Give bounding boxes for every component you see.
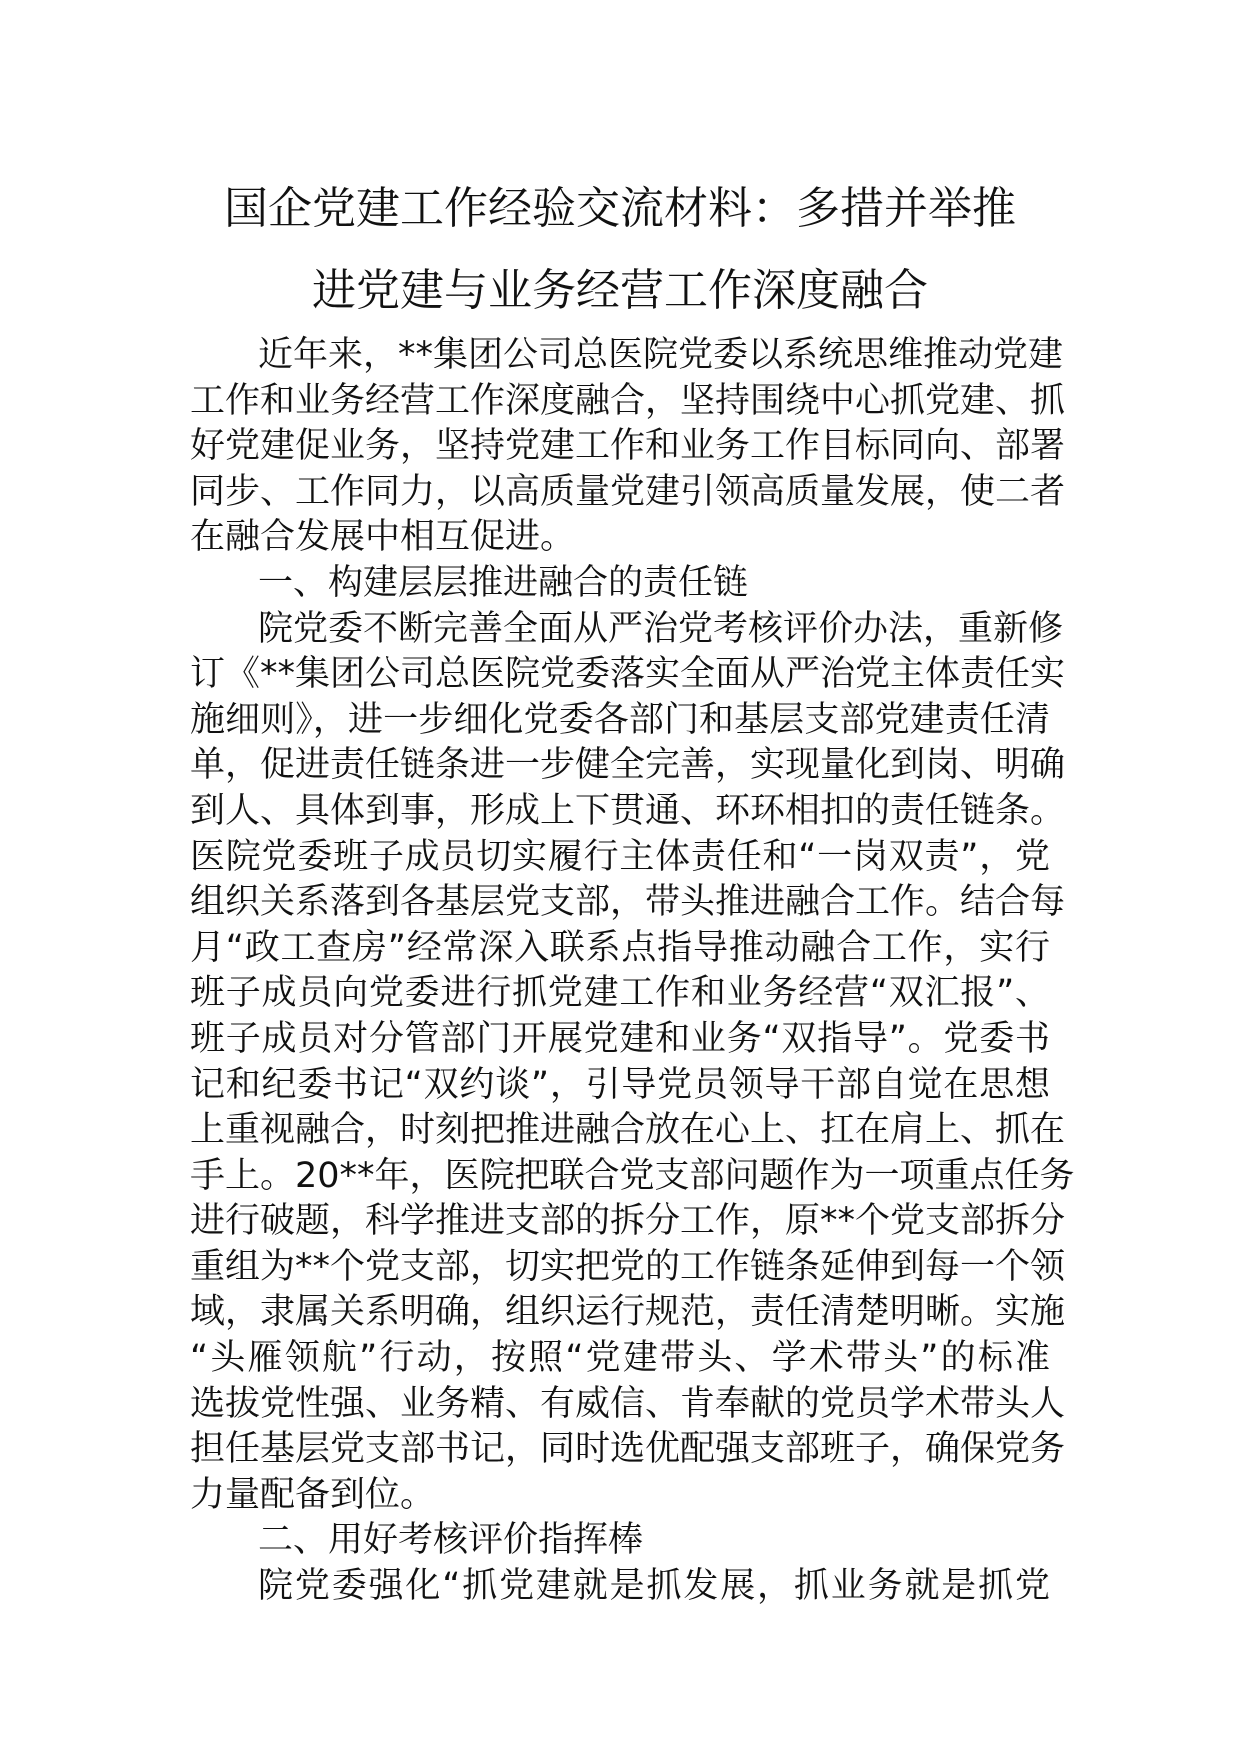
- body-line: 上重视融合，时刻把推进融合放在心上、扛在肩上、抓在: [190, 1110, 1066, 1151]
- body-line: 工作和业务经营工作深度融合，坚持围绕中心抓党建、抓: [190, 380, 1066, 421]
- document-title: [190, 168, 1050, 332]
- body-line: 选拔党性强、业务精、有威信、肯奉献的党员学术带头人: [190, 1383, 1066, 1424]
- paragraph-last-line: 在融合发展中相互促进。: [190, 517, 576, 558]
- document-body: [190, 333, 1075, 1610]
- body-line: 重组为**个党支部，切实把党的工作链条延伸到每一个领: [190, 1246, 1066, 1287]
- body-line: 担任基层党支部书记，同时选优配强支部班子，确保党务: [190, 1429, 1066, 1470]
- body-line: 单，促进责任链条进一步健全完善，实现量化到岗、明确: [190, 745, 1066, 786]
- body-line: 班子成员向党委进行抓党建工作和业务经营“双汇报”、: [190, 973, 1050, 1014]
- body-line: 记和纪委书记“双约谈”，引导党员领导干部自觉在思想: [190, 1064, 1050, 1105]
- body-line: 进行破题，科学推进支部的拆分工作，原**个党支部拆分: [190, 1201, 1066, 1242]
- body-line: 月“政工查房”经常深入联系点指导推动融合工作，实行: [190, 927, 1050, 968]
- body-line: 班子成员对分管部门开展党建和业务“双指导”。党委书: [190, 1018, 1050, 1059]
- body-line: 手上。20**年，医院把联合党支部问题作为一项重点任务: [190, 1155, 1075, 1196]
- body-line: 好党建促业务，坚持党建工作和业务工作目标同向、部署: [190, 426, 1066, 467]
- paragraph-first-line: 院党委强化“抓党建就是抓发展，抓业务就是抓党: [258, 1566, 1050, 1607]
- body-line: 施细则》，进一步细化党委各部门和基层支部党建责任清: [190, 699, 1050, 740]
- title-line-1: 国企党建工作经验交流材料：多措并举推: [224, 183, 1016, 234]
- section-heading: 一、构建层层推进融合的责任链: [258, 562, 749, 603]
- body-line: 组织关系落到各基层党支部，带头推进融合工作。结合每: [190, 882, 1066, 923]
- paragraph-last-line: 力量配备到位。: [190, 1474, 436, 1515]
- body-line: 订《**集团公司总医院党委落实全面从严治党主体责任实: [190, 654, 1066, 695]
- body-line: 医院党委班子成员切实履行主体责任和“一岗双责”，党: [190, 836, 1050, 877]
- body-line: 到人、具体到事，形成上下贯通、环环相扣的责任链条。: [190, 790, 1066, 831]
- body-line: 域，隶属关系明确，组织运行规范，责任清楚明晰。实施: [190, 1292, 1066, 1333]
- body-line: “头雁领航”行动，按照“党建带头、学术带头”的标准: [190, 1338, 1050, 1379]
- section-heading: 二、用好考核评价指挥棒: [258, 1520, 644, 1561]
- paragraph-first-line: 院党委不断完善全面从严治党考核评价办法，重新修: [258, 608, 1064, 649]
- paragraph-first-line: 近年来，**集团公司总医院党委以系统思维推动党建: [258, 335, 1064, 375]
- title-line-2: 进党建与业务经营工作深度融合: [312, 265, 928, 316]
- body-line: 同步、工作同力，以高质量党建引领高质量发展，使二者: [190, 471, 1066, 512]
